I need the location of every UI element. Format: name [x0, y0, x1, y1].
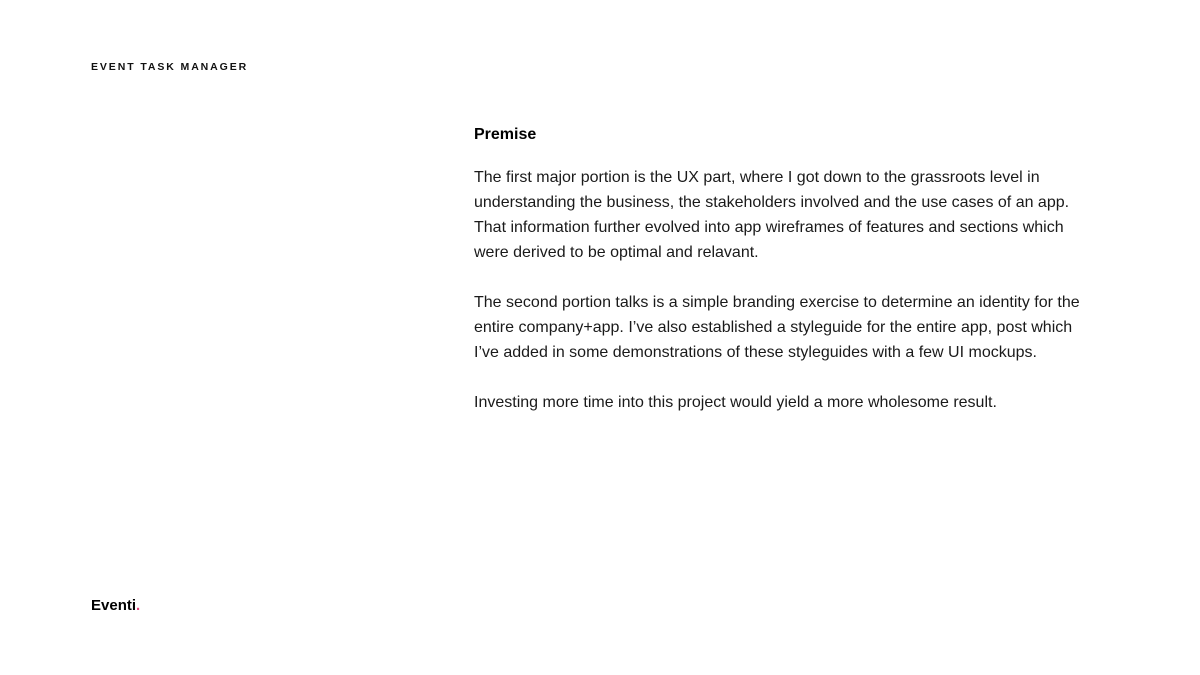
premise-paragraph-1: The first major portion is the UX part, where I got down to the grassroots level in understanding the business, the stakeholders involved and the use cases of an app. That information further evolved into app wireframes of features and sections which were derived to be optimal and relavant.	[474, 169, 1070, 261]
brand-name: Eventi	[91, 597, 137, 614]
premise-section	[474, 125, 1089, 440]
brand-dot: .	[136, 597, 141, 614]
premise-paragraph-3: Investing more time into this project would yield a more wholesome result.	[474, 394, 997, 411]
document-header-label: EVENT TASK MANAGER	[91, 61, 249, 73]
brand-logo	[91, 597, 140, 614]
premise-heading: Premise	[474, 126, 537, 143]
premise-paragraph-2: The second portion talks is a simple branding exercise to determine an identity for the entire company+app. I’ve also established a styleguide for the entire app, post which I’ve added in some demonstrations of these styleguides with a few UI mockups.	[474, 294, 1080, 361]
